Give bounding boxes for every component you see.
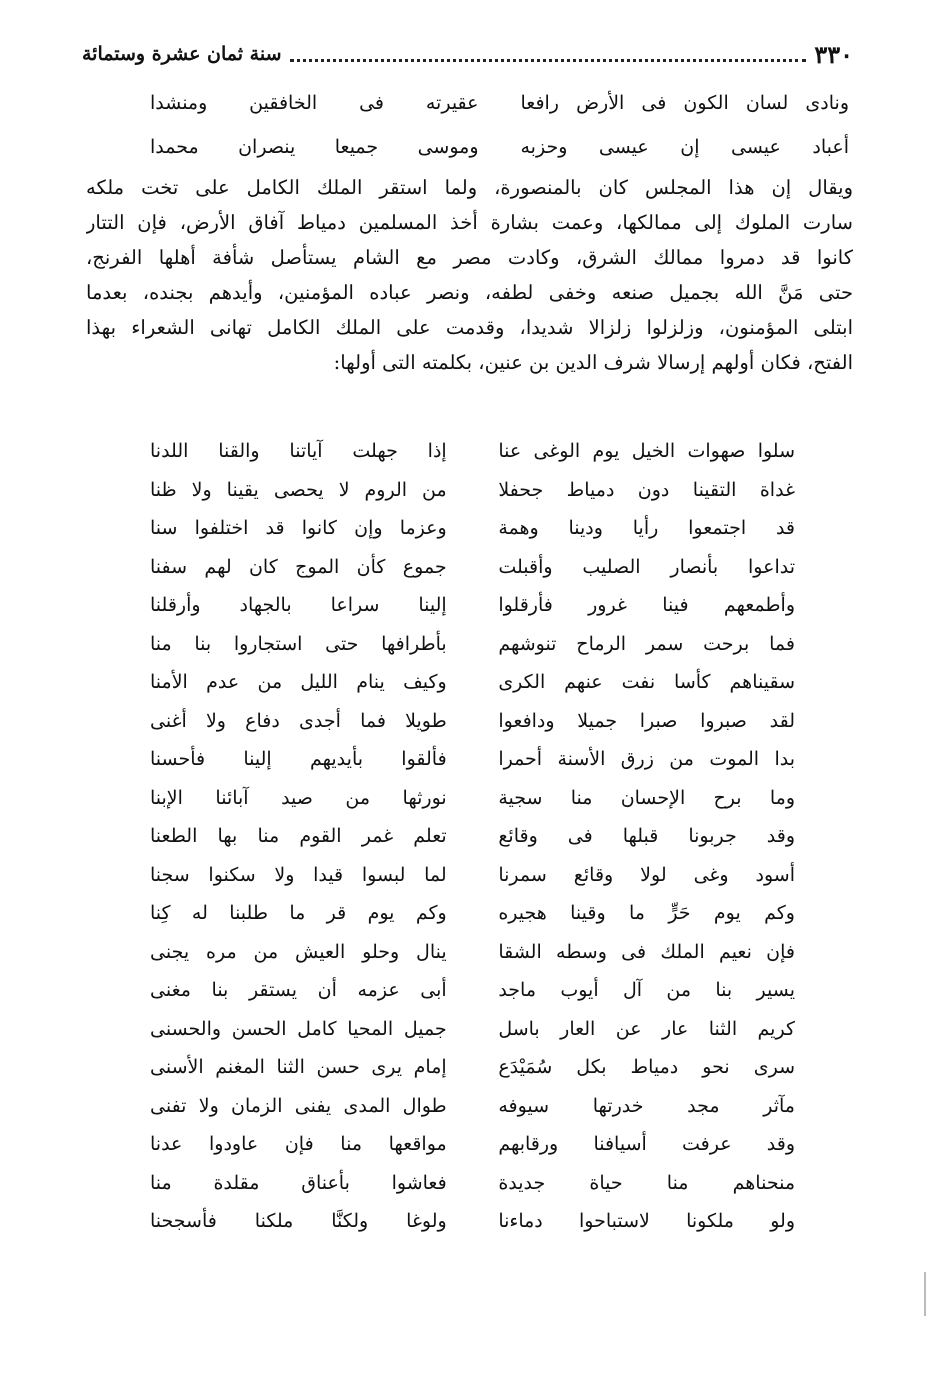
verse-second-hemistich: جميل المحيا كامل الحسن والحسنى <box>150 1017 447 1040</box>
prose-line: سارت الملوك إلى ممالكها، وعمت بشارة أخذ المسلمين دمياط آفاق الأرض، فإن التتار <box>86 211 853 234</box>
verse-second-hemistich: أبى عزمه أن يستقر بنا مغنى <box>150 979 447 1001</box>
verse-first-hemistich: يسير بنا من آل أيوب ماجد <box>498 979 795 1001</box>
poem-verse <box>150 509 795 548</box>
verse-second-hemistich: عقيرته فى الخافقين ومنشدا <box>150 92 479 114</box>
margin-mark <box>924 1272 926 1316</box>
intro-verse <box>150 80 849 126</box>
poem-verse <box>150 586 795 625</box>
running-title: سنة ثمان عشرة وستمائة <box>82 43 282 65</box>
verse-second-hemistich: وكيف ينام الليل من عدم الأمنا <box>150 671 447 693</box>
verse-first-hemistich: وقد عرفت أسيافنا ورقابهم <box>498 1133 795 1155</box>
prose-line: ويقال إن هذا المجلس كان بالمنصورة، ولما استقر الملك الكامل على تخت ملكه <box>86 176 853 199</box>
poem-verse <box>150 1010 795 1049</box>
verse-first-hemistich: قد اجتمعوا رأيا ودينا وهمة <box>498 517 795 539</box>
verse-second-hemistich: وعزما وإن كانوا قد اختلفوا سنا <box>150 517 447 539</box>
verse-first-hemistich: مآثر مجد خدرتها سيوفه <box>498 1094 795 1117</box>
intro-verse <box>150 124 849 170</box>
prose-line: ابتلى المؤمنون، وزلزلوا زلزالا شديدا، وقدمت على الملك الكامل تهانى الشعراء بهذا <box>86 316 853 339</box>
verse-first-hemistich: وكم يوم حَرٍّ ما وقينا هجيره <box>498 902 795 924</box>
poem-verse <box>150 817 795 856</box>
verse-first-hemistich: أسود وغى لولا وقائع سمرنا <box>498 863 795 886</box>
verse-first-hemistich: سقيناهم كأسا نفت عنهم الكرى <box>498 671 795 693</box>
poem-verse <box>150 663 795 702</box>
verse-second-hemistich: وموسى جميعا ينصران محمدا <box>150 136 479 158</box>
verse-second-hemistich: ينال وحلو العيش من مره يجنى <box>150 940 447 963</box>
poem-verse <box>150 779 795 818</box>
dotted-leader <box>290 59 807 62</box>
poem-verse <box>150 1202 795 1241</box>
poem-verse <box>150 740 795 779</box>
verse-first-hemistich: غداة التقينا دون دمياط جحفلا <box>498 478 795 501</box>
prose-line: كانوا قد دمروا ممالك الشرق، وكادت مصر مع الشام يستأصل شأفة أهلها الفرنج، <box>86 246 853 269</box>
poem-verse <box>150 471 795 510</box>
poem-verse <box>150 971 795 1010</box>
poem-verse <box>150 933 795 972</box>
verse-second-hemistich: إمام يرى حسن الثنا المغنم الأسنى <box>150 1056 447 1078</box>
poem-verse <box>150 1048 795 1087</box>
poem-verse <box>150 702 795 741</box>
verse-first-hemistich: فإن نعيم الملك فى وسطه الشقا <box>498 940 795 963</box>
poem-verse <box>150 1164 795 1203</box>
prose-line: حتى مَنَّ الله بجميل صنعه وخفى لطفه، ونصر عباده المؤمنين، وأيدهم بجنده، بعدما <box>86 281 853 304</box>
verse-second-hemistich: جموع كأن الموج كان لهم سفنا <box>150 555 447 578</box>
prose-line: الفتح، فكان أولهم إرسالا شرف الدين بن عنين، بكلمته التى أولها: <box>333 351 853 374</box>
verse-first-hemistich: بدا الموت من زرق الأسنة أحمرا <box>498 748 795 770</box>
verse-first-hemistich: أعباد عيسى إن عيسى وحزبه <box>520 136 849 158</box>
verse-first-hemistich: كريم الثنا عار عن العار باسل <box>498 1017 795 1040</box>
verse-first-hemistich: وقد جربونا قبلها فى وقائع <box>498 825 795 847</box>
verse-first-hemistich: وما برح الإحسان منا سجية <box>498 786 795 809</box>
verse-first-hemistich: سرى نحو دمياط بكل سُمَيْدَع <box>498 1056 795 1078</box>
poem-verse <box>150 1087 795 1126</box>
poem-verse <box>150 856 795 895</box>
verse-first-hemistich: سلوا صهوات الخيل يوم الوغى عنا <box>498 440 795 462</box>
verse-first-hemistich: منحناهم منا حياة جديدة <box>498 1171 795 1194</box>
verse-second-hemistich: بأطرافها حتى استجاروا بنا منا <box>150 632 447 655</box>
verse-second-hemistich: وكم يوم قر ما طلبنا له كِنا <box>150 902 447 924</box>
verse-first-hemistich: تداعوا بأنصار الصليب وأقبلت <box>498 555 795 578</box>
verse-first-hemistich: وأطمعهم فينا غرور فأرقلوا <box>498 594 795 616</box>
verse-first-hemistich: فما برحت سمر الرماح تنوشهم <box>498 632 795 655</box>
verse-first-hemistich: ونادى لسان الكون فى الأرض رافعا <box>520 92 849 114</box>
poem-verse <box>150 548 795 587</box>
verse-second-hemistich: مواقعها منا فإن عاودوا عدنا <box>150 1133 447 1155</box>
page-header <box>82 34 853 74</box>
prose-paragraph <box>86 170 853 380</box>
verse-second-hemistich: تعلم غمر القوم منا بها الطعنا <box>150 825 447 847</box>
poem-verse <box>150 625 795 664</box>
verse-second-hemistich: من الروم لا يحصى يقينا ولا ظنا <box>150 478 447 501</box>
verse-second-hemistich: ولوغا ولكنَّا ملكنا فأسجحنا <box>150 1210 447 1232</box>
verse-second-hemistich: طويلا فما أجدى دفاع ولا أغنى <box>150 709 447 732</box>
verse-first-hemistich: ولو ملكونا لاستباحوا دماءنا <box>498 1210 795 1232</box>
verse-second-hemistich: طوال المدى يفنى الزمان ولا تفنى <box>150 1094 447 1117</box>
poem <box>150 432 795 1241</box>
verse-second-hemistich: إلينا سراعا بالجهاد وأرقلنا <box>150 594 447 616</box>
verse-second-hemistich: لما لبسوا قيدا ولا سكنوا سجنا <box>150 863 447 886</box>
verse-second-hemistich: فألقوا بأيديهم إلينا فأحسنا <box>150 748 447 770</box>
verse-first-hemistich: لقد صبروا صبرا جميلا ودافعوا <box>498 709 795 732</box>
verse-second-hemistich: نورثها من صيد آبائنا الإبنا <box>150 786 447 809</box>
verse-second-hemistich: إذا جهلت آياتنا والقنا اللدنا <box>150 440 447 462</box>
verse-second-hemistich: فعاشوا بأعناق مقلدة منا <box>150 1171 447 1194</box>
poem-verse <box>150 432 795 471</box>
page-number: ٣٣٠ <box>814 39 853 69</box>
poem-verse <box>150 1125 795 1164</box>
poem-verse <box>150 894 795 933</box>
